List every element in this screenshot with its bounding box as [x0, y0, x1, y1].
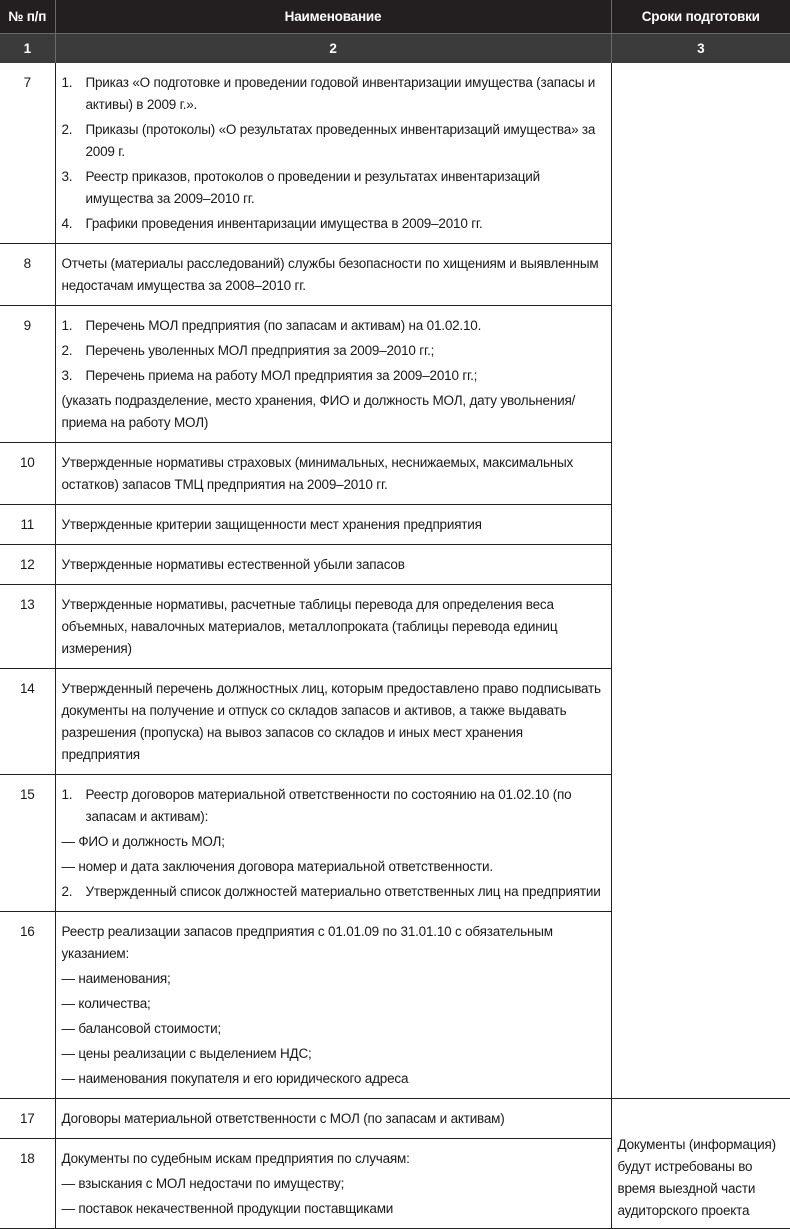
row-text: Документы по судебным искам предприятия по случаям:	[61, 1151, 410, 1166]
list-item: 1. Реестр договоров материальной ответственности по состоянию на 01.02.10 (по запасам и активам):	[61, 787, 572, 824]
row-name: Утвержденные нормативы, расчетные таблицы перевода для определения веса объемных, навалочных материалов, металлопроката (таблицы перевода единиц измерения)	[55, 585, 611, 669]
row-name: Договоры материальной ответственности с МОЛ (по запасам и активам)	[55, 1099, 611, 1139]
row-number: 18	[0, 1139, 55, 1229]
list-item: 3. Реестр приказов, протоколов о проведении и результатах инвентаризаций имущества за 2009–2010 гг.	[61, 169, 540, 206]
dash-item: — номер и дата заключения договора материальной ответственности.	[61, 859, 493, 874]
list-item: 1. Перечень МОЛ предприятия (по запасам и активам) на 01.02.10.	[61, 318, 482, 333]
row-number: 10	[0, 443, 55, 505]
row-number: 17	[0, 1099, 55, 1139]
row-number: 14	[0, 669, 55, 775]
list-item: 2. Утвержденный список должностей материально ответственных лиц на предприятии	[61, 884, 601, 899]
table-row	[0, 1099, 790, 1139]
row-name: Утвержденные нормативы страховых (минимальных, неснижаемых, максимальных остатков) запасов ТМЦ предприятия на 2009–2010 гг.	[55, 443, 611, 505]
row-name	[55, 912, 611, 1099]
list-item: 2. Перечень уволенных МОЛ предприятия за 2009–2010 гг.;	[61, 343, 435, 358]
row-name: Утвержденные нормативы естественной убыли запасов	[55, 545, 611, 585]
row-number: 9	[0, 306, 55, 443]
header-row	[0, 0, 790, 34]
list-item: 3. Перечень приема на работу МОЛ предприятия за 2009–2010 гг.;	[61, 368, 478, 383]
dash-item: — наименования покупателя и его юридического адреса	[61, 1071, 409, 1086]
dash-item: — цены реализации с выделением НДС;	[61, 1046, 312, 1061]
row-number: 11	[0, 505, 55, 545]
dash-item: — балансовой стоимости;	[61, 1021, 221, 1036]
header-num-3: 3	[611, 34, 790, 64]
deadline-cell-empty	[611, 63, 790, 1099]
header-col-deadline: Сроки подготовки	[611, 0, 790, 34]
header-col-name: Наименование	[55, 0, 611, 34]
row-number: 13	[0, 585, 55, 669]
header-col-number: № п/п	[0, 0, 55, 34]
header-num-1: 1	[0, 34, 55, 64]
row-name	[55, 1139, 611, 1229]
row-number: 7	[0, 63, 55, 244]
list-item: 2. Приказы (протоколы) «О результатах проведенных инвентаризаций имущества» за 2009 г.	[61, 122, 596, 159]
dash-item: — количества;	[61, 996, 151, 1011]
row-number: 15	[0, 775, 55, 912]
row-text: Реестр реализации запасов предприятия с 01.01.09 по 31.01.10 с обязательным указанием:	[61, 924, 553, 961]
row-name: Утвержденный перечень должностных лиц, которым предоставлено право подписывать документы на получение и отпуск со складов запасов и активов, а также выдавать разрешения (пропуска) на вывоз запасов со складов и иных мест хранения предприятия	[55, 669, 611, 775]
row-number: 8	[0, 244, 55, 306]
header-numbering-row	[0, 34, 790, 64]
dash-item: — взыскания с МОЛ недостачи по имуществу;	[61, 1176, 345, 1191]
dash-item: — ФИО и должность МОЛ;	[61, 834, 225, 849]
row-name: Утвержденные критерии защищенности мест хранения предприятия	[55, 505, 611, 545]
row-note: (указать подразделение, место хранения, ФИО и должность МОЛ, дату увольнения/приема на работу МОЛ)	[61, 393, 576, 430]
table-row	[0, 63, 790, 244]
row-number: 12	[0, 545, 55, 585]
deadline-note: Документы (информация) будут истребованы во время выездной части аудиторского проекта	[611, 1099, 790, 1229]
row-number: 16	[0, 912, 55, 1099]
dash-item: — поставок некачественной продукции поставщиками	[61, 1201, 394, 1216]
list-item: 1. Приказ «О подготовке и проведении годовой инвентаризации имущества (запасы и активы) в 2009 г.».	[61, 75, 596, 112]
row-name	[55, 63, 611, 244]
row-name: Отчеты (материалы расследований) службы безопасности по хищениям и выявленным недостачам имущества за 2008–2010 гг.	[55, 244, 611, 306]
dash-item: — наименования;	[61, 971, 171, 986]
header-num-2: 2	[55, 34, 611, 64]
row-name	[55, 306, 611, 443]
list-item: 4. Графики проведения инвентаризации имущества в 2009–2010 гг.	[61, 216, 483, 231]
row-name	[55, 775, 611, 912]
